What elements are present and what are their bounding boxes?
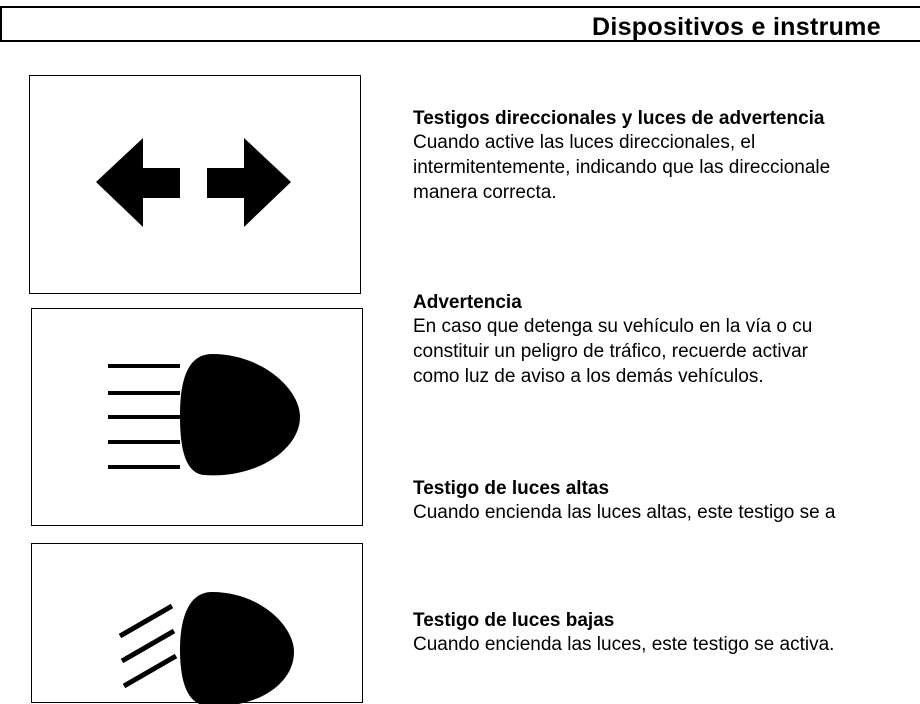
section-title: Advertencia bbox=[413, 292, 522, 313]
section-warning bbox=[413, 292, 920, 389]
body-line: Cuando active las luces direccionales, el bbox=[413, 132, 756, 153]
section-body bbox=[413, 632, 920, 657]
body-line: constituir un peligro de tráfico, recuerde activar bbox=[413, 341, 808, 362]
section-low-beams bbox=[413, 610, 920, 657]
section-title: Testigos direccionales y luces de advertencia bbox=[413, 108, 825, 129]
low-beam-headlight-icon bbox=[32, 544, 364, 704]
body-line: Cuando encienda las luces, este testigo se activa. bbox=[413, 634, 835, 655]
section-turn-signals bbox=[413, 108, 920, 205]
body-line: Cuando encienda las luces altas, este testigo se a bbox=[413, 502, 836, 523]
section-body bbox=[413, 314, 920, 389]
section-high-beams bbox=[413, 478, 920, 525]
section-body bbox=[413, 500, 920, 525]
high-beam-headlight-icon bbox=[32, 309, 364, 527]
body-line: manera correcta. bbox=[413, 182, 557, 203]
low-beam-icon-box bbox=[31, 543, 363, 703]
body-line: En caso que detenga su vehículo en la vía o cu bbox=[413, 316, 813, 337]
high-beam-icon-box bbox=[31, 308, 363, 526]
section-body bbox=[413, 130, 920, 205]
page-title: Dispositivos e instrume bbox=[592, 13, 881, 41]
turn-signal-arrows-icon bbox=[30, 76, 362, 295]
body-line: intermitentemente, indicando que las direccionale bbox=[413, 157, 831, 178]
body-line: como luz de aviso a los demás vehículos. bbox=[413, 366, 764, 387]
section-title: Testigo de luces bajas bbox=[413, 610, 615, 631]
turn-signal-icon-box bbox=[29, 75, 361, 294]
section-title: Testigo de luces altas bbox=[413, 478, 610, 499]
